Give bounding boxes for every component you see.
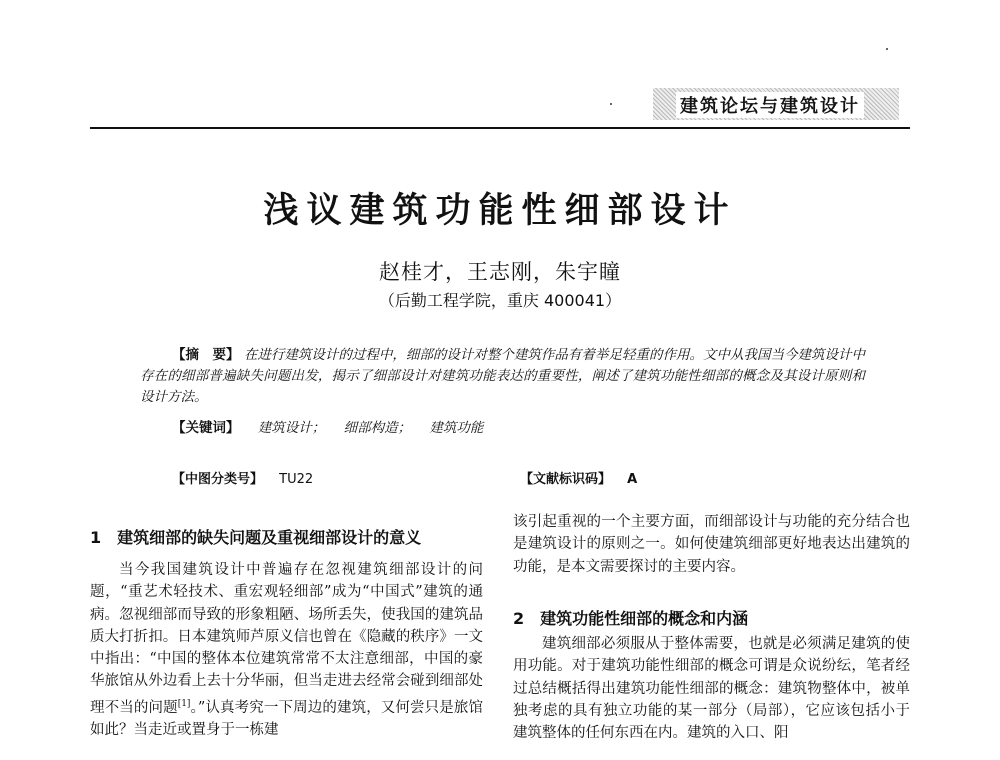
- abstract-label: 【摘 要】: [172, 347, 240, 363]
- keyword-item: 建筑功能: [429, 420, 484, 436]
- document-code-value: A: [627, 472, 638, 487]
- section-heading-2: 2 建筑功能性细部的概念和内涵: [513, 609, 749, 628]
- affiliation: （后勤工程学院，重庆 400041）: [378, 291, 622, 310]
- keyword-item: 细部构造；: [343, 420, 412, 436]
- section-1-text-a: 当今我国建筑设计中普遍存在忽视建筑细部设计的问题，“重艺术轻技术、重宏观轻细部”成为“中国式”建筑的通病。忽视细部而导致的形象粗陋、场所丢失，使我国的建筑品质大打折扣。日本建筑师芦原义信也曾在《隐藏的秩序》一文中指出：“中国的整体本位建筑常常不太注意细部，中国的豪华旅馆从外边看上去十分华丽，但当走进去经常会碰到细部处理不当的问题: [90, 562, 483, 716]
- classification-value: TU22: [279, 472, 314, 487]
- keywords: [172, 416, 497, 436]
- abstract: [140, 345, 865, 408]
- classification-label: 【中图分类号】: [172, 472, 264, 487]
- section-heading-1: 1 建筑细部的缺失问题及重视细部设计的意义: [90, 528, 422, 547]
- paper-title: 浅议建筑功能性细部设计: [263, 190, 737, 231]
- right-column-continuation: 该引起重视的一个主要方面，而细部设计与功能的充分结合也是建筑设计的原则之一。如何使建筑细部更好地表达出建筑的功能，是本文需要探讨的主要内容。: [513, 514, 910, 575]
- section-2-paragraph: 建筑细部必须服从于整体需要，也就是必须满足建筑的使用功能。对于建筑功能性细部的概念可谓是众说纷纭，笔者经过总结概括得出建筑功能性细部的概念：建筑物整体中，被单独考虑的具有独立功能的某一部分（局部），它应该包括小于建筑整体的任何东西在内。建筑的入口、阳: [513, 636, 910, 742]
- scan-speck: [886, 48, 888, 50]
- classification-number: [172, 468, 313, 487]
- author-list: 赵桂才，王志刚，朱宇瞳: [379, 260, 621, 284]
- section-1-paragraph: [90, 559, 483, 741]
- document-code-label: 【文献标识码】: [520, 472, 612, 487]
- abstract-text: 在进行建筑设计的过程中，细部的设计对整个建筑作品有着举足轻重的作用。文中从我国当今建筑设计中存在的细部普遍缺失问题出发，揭示了细部设计对建筑功能表达的重要性，阐述了建筑功能性细部的概念及其设计原则和设计方法。: [140, 347, 866, 405]
- reference-mark: [1]: [177, 698, 191, 709]
- keyword-item: 建筑设计；: [257, 420, 326, 436]
- scan-speck: [610, 103, 612, 105]
- section-1-text-b: 。”认真考究一下周边的建筑，又何尝只是旅馆如此？当走近或置身于一栋建: [90, 699, 483, 738]
- keywords-label: 【关键词】: [172, 420, 240, 436]
- header-rule: [90, 127, 910, 129]
- document-code: [520, 468, 637, 487]
- header-section-label: 建筑论坛与建筑设计: [676, 92, 864, 118]
